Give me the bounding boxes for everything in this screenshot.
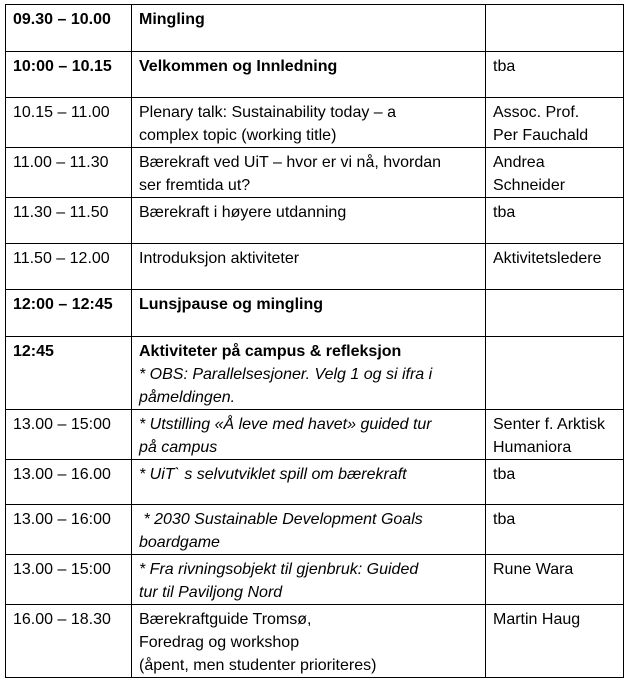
activity-cell	[132, 52, 486, 98]
activity-cell	[132, 605, 486, 678]
time-cell: 16.00 – 18.30	[6, 605, 132, 678]
activity-line: * 2030 Sustainable Development Goals	[139, 511, 423, 528]
activity-line: * Utstilling «Å leve med havet» guided tur	[139, 416, 432, 433]
activity-line: Foredrag og workshop	[139, 634, 300, 651]
time-cell: 09.30 – 10.00	[6, 5, 132, 52]
activity-line: Aktiviteter på campus & refleksjon	[139, 343, 402, 360]
activity-cell	[132, 410, 486, 460]
responsible-line: tba	[493, 204, 516, 221]
responsible-line: Rune Wara	[493, 561, 574, 578]
responsible-line: tba	[493, 466, 516, 483]
activity-cell	[132, 98, 486, 148]
time-cell: 12:00 – 12:45	[6, 290, 132, 337]
activity-cell	[132, 198, 486, 244]
time-cell: 12:45	[6, 337, 132, 410]
activity-line: Bærekraftguide Tromsø,	[139, 611, 312, 628]
table-row	[6, 410, 624, 460]
activity-line: Mingling	[139, 11, 205, 28]
responsible-cell	[486, 5, 624, 52]
activity-cell	[132, 555, 486, 605]
activity-cell	[132, 460, 486, 505]
activity-cell	[132, 244, 486, 290]
responsible-cell	[486, 98, 624, 148]
table-row	[6, 290, 624, 337]
activity-line: Lunsjpause og mingling	[139, 296, 323, 313]
responsible-line: tba	[493, 58, 516, 75]
activity-note-line: * OBS: Parallelsesjoner. Velg 1 og si ifra i	[139, 366, 433, 383]
activity-line: Plenary talk: Sustainability today – a	[139, 104, 397, 121]
time-cell: 11.00 – 11.30	[6, 148, 132, 198]
activity-line: ser fremtida ut?	[139, 177, 251, 194]
table-row	[6, 337, 624, 410]
responsible-line: Andrea	[493, 154, 545, 171]
time-cell: 10.15 – 11.00	[6, 98, 132, 148]
activity-line: Velkommen og Innledning	[139, 58, 338, 75]
responsible-cell	[486, 505, 624, 555]
table-row	[6, 198, 624, 244]
responsible-cell	[486, 52, 624, 98]
table-row	[6, 555, 624, 605]
activity-line: (åpent, men studenter prioriteres)	[139, 657, 377, 674]
time-cell: 13.00 – 16.00	[6, 460, 132, 505]
activity-cell	[132, 290, 486, 337]
activity-line: * Fra rivningsobjekt til gjenbruk: Guided	[139, 561, 419, 578]
responsible-cell	[486, 410, 624, 460]
activity-line: tur til Paviljong Nord	[139, 584, 283, 601]
activity-cell	[132, 5, 486, 52]
table-row	[6, 148, 624, 198]
time-cell: 11.50 – 12.00	[6, 244, 132, 290]
responsible-cell	[486, 460, 624, 505]
activity-line: complex topic (working title)	[139, 127, 337, 144]
activity-line: på campus	[139, 439, 218, 456]
activity-line: * UiT` s selvutviklet spill om bærekraft	[139, 466, 407, 483]
activity-line: boardgame	[139, 534, 220, 551]
activity-line: Introduksjon aktiviteter	[139, 250, 300, 267]
table-row	[6, 505, 624, 555]
activity-note-line: påmeldingen.	[139, 389, 236, 406]
table-row	[6, 98, 624, 148]
responsible-cell	[486, 337, 624, 410]
time-cell: 13.00 – 16:00	[6, 505, 132, 555]
responsible-line: Schneider	[493, 177, 566, 194]
responsible-line: Humaniora	[493, 439, 572, 456]
responsible-cell	[486, 148, 624, 198]
time-cell: 13.00 – 15:00	[6, 410, 132, 460]
responsible-line: tba	[493, 511, 516, 528]
table-row	[6, 460, 624, 505]
responsible-line: Senter f. Arktisk	[493, 416, 606, 433]
time-cell: 10:00 – 10.15	[6, 52, 132, 98]
responsible-line: Aktivitetsledere	[493, 250, 602, 267]
responsible-line: Martin Haug	[493, 611, 581, 628]
activity-cell	[132, 505, 486, 555]
time-cell: 11.30 – 11.50	[6, 198, 132, 244]
responsible-cell	[486, 555, 624, 605]
activity-line: Bærekraft ved UiT – hvor er vi nå, hvordan	[139, 154, 442, 171]
responsible-line: Assoc. Prof.	[493, 104, 580, 121]
responsible-cell	[486, 198, 624, 244]
activity-line: Bærekraft i høyere utdanning	[139, 204, 347, 221]
activity-cell	[132, 148, 486, 198]
responsible-cell	[486, 244, 624, 290]
responsible-cell	[486, 605, 624, 678]
responsible-line: Per Fauchald	[493, 127, 589, 144]
responsible-cell	[486, 290, 624, 337]
table-row	[6, 244, 624, 290]
program-table	[5, 4, 624, 678]
activity-cell	[132, 337, 486, 410]
table-row	[6, 605, 624, 678]
table-row	[6, 5, 624, 52]
time-cell: 13.00 – 15:00	[6, 555, 132, 605]
table-row	[6, 52, 624, 98]
